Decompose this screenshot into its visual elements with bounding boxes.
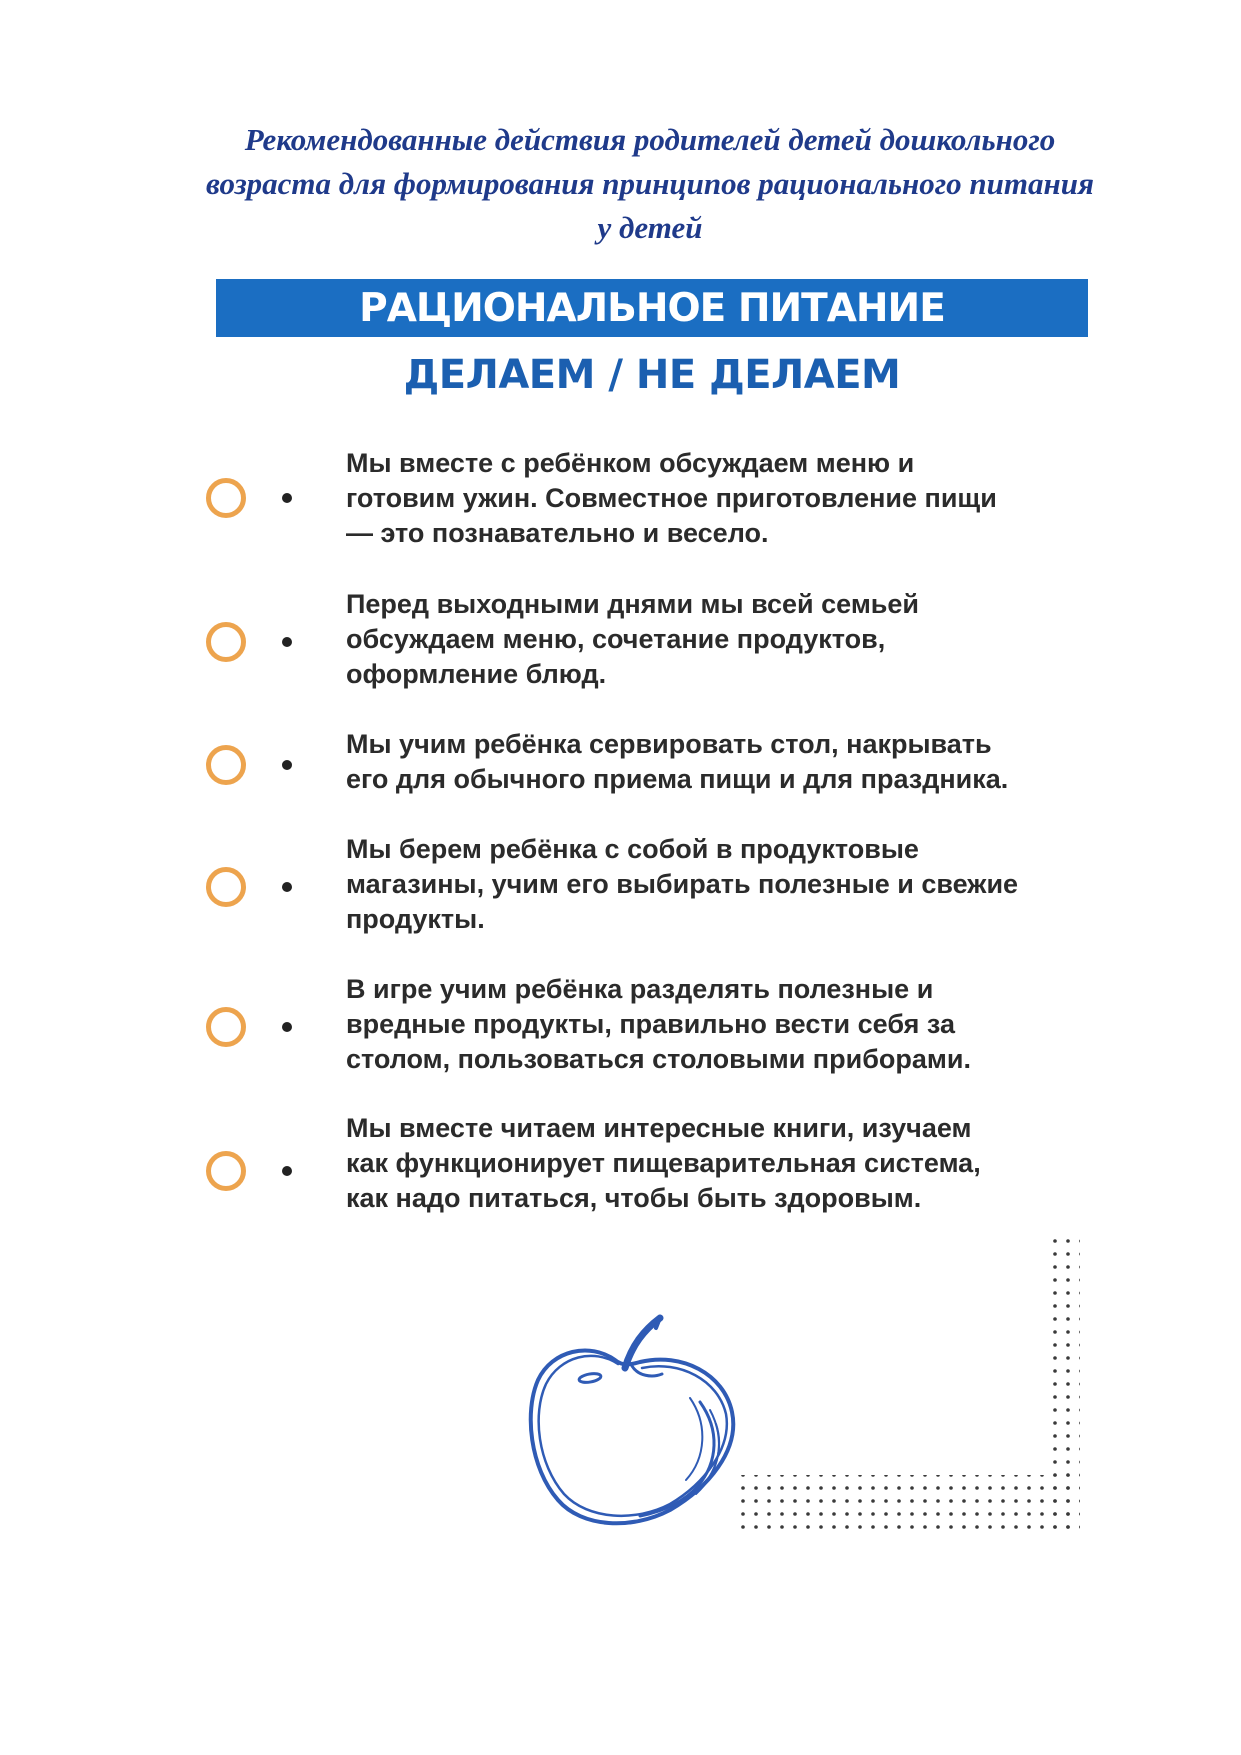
item-line: Мы вместе читаем интересные книги, изучаем xyxy=(346,1113,972,1143)
bullet-dot-icon xyxy=(282,1166,292,1176)
circle-outline-icon xyxy=(206,1151,246,1191)
item-line: обсуждаем меню, сочетание продуктов, xyxy=(346,624,886,654)
item-text xyxy=(346,972,1086,1077)
item-line: Мы берем ребёнка с собой в продуктовые xyxy=(346,834,919,864)
page-heading xyxy=(150,118,1150,250)
item-line: как функционирует пищеварительная система, xyxy=(346,1148,981,1178)
item-line: оформление блюд. xyxy=(346,659,607,689)
item-line: Перед выходными днями мы всей семьей xyxy=(346,589,920,619)
item-line: его для обычного приема пищи и для праздника. xyxy=(346,764,1009,794)
item-line: столом, пользоваться столовыми приборами. xyxy=(346,1044,971,1074)
item-text xyxy=(346,832,1086,937)
bullet-dot-icon xyxy=(282,493,292,503)
bullet-dot-icon xyxy=(282,882,292,892)
item-line: — это познавательно и весело. xyxy=(346,518,769,548)
item-line: В игре учим ребёнка разделять полезные и xyxy=(346,974,934,1004)
circle-outline-icon xyxy=(206,1007,246,1047)
item-text xyxy=(346,587,1086,692)
apple-icon xyxy=(520,1290,760,1540)
circle-outline-icon xyxy=(206,867,246,907)
item-line: Мы учим ребёнка сервировать стол, накрывать xyxy=(346,729,992,759)
item-text xyxy=(346,1111,1086,1216)
circle-outline-icon xyxy=(206,622,246,662)
heading-line: возраста для формирования принципов рационального питания xyxy=(206,166,1094,201)
heading-line: Рекомендованные действия родителей детей дошкольного xyxy=(244,122,1056,157)
subheading: ДЕЛАЕМ / НЕ ДЕЛАЕМ xyxy=(403,352,901,398)
item-line: готовим ужин. Совместное приготовление пищи xyxy=(346,483,997,513)
item-line: Мы вместе с ребёнком обсуждаем меню и xyxy=(346,448,915,478)
item-text xyxy=(346,446,1086,551)
bullet-dot-icon xyxy=(282,637,292,647)
title-banner xyxy=(216,279,1088,337)
item-line: магазины, учим его выбирать полезные и свежие xyxy=(346,869,1019,899)
item-text xyxy=(346,727,1086,797)
banner-title: РАЦИОНАЛЬНОЕ ПИТАНИЕ xyxy=(359,285,945,331)
item-line: продукты. xyxy=(346,904,485,934)
item-line: как надо питаться, чтобы быть здоровым. xyxy=(346,1183,922,1213)
item-line: вредные продукты, правильно вести себя за xyxy=(346,1009,955,1039)
circle-outline-icon xyxy=(206,745,246,785)
bullet-dot-icon xyxy=(282,1022,292,1032)
circle-outline-icon xyxy=(206,478,246,518)
bullet-dot-icon xyxy=(282,760,292,770)
heading-line: у детей xyxy=(597,210,703,245)
dot-grid-decoration xyxy=(740,1238,1090,1538)
